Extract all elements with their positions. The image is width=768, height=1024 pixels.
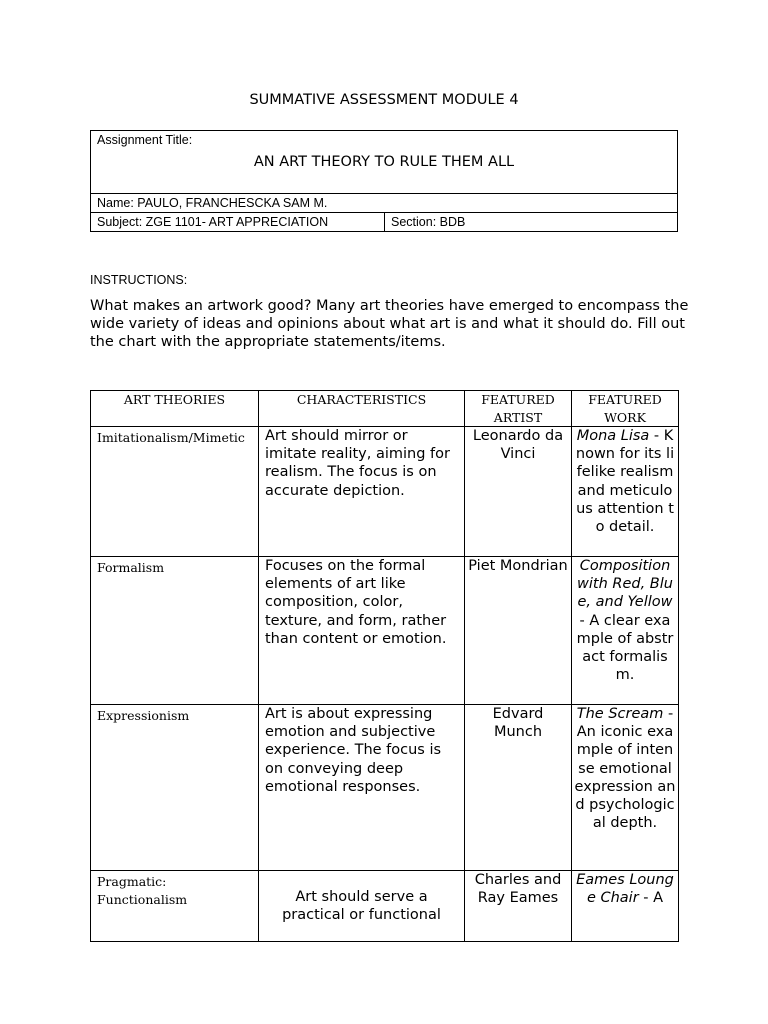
- table-header-row: [91, 391, 679, 427]
- characteristics-cell: Art is about expressing emotion and subjective experience. The focus is on conveying deep emotional responses.: [259, 705, 465, 871]
- work-title: Composition with Red, Blue, and Yellow: [577, 558, 673, 611]
- theory-cell: Formalism: [91, 557, 259, 705]
- artist-cell: Charles and Ray Eames: [465, 871, 572, 942]
- artist-cell: Leonardo da Vinci: [465, 427, 572, 557]
- work-description: - A clear example of abstract formalism.: [576, 612, 674, 684]
- theory-cell: Expressionism: [91, 705, 259, 871]
- table-row: [91, 557, 679, 705]
- artist-cell: Edvard Munch: [465, 705, 572, 871]
- work-description: - A: [638, 890, 664, 907]
- theory-cell: Pragmatic: Functionalism: [91, 871, 259, 942]
- subject-field: Subject: ZGE 1101- ART APPRECIATION: [91, 213, 385, 232]
- work-description: - Known for its lifelike realism and meticulous attention to detail.: [575, 428, 675, 536]
- instructions-label: INSTRUCTIONS:: [90, 273, 188, 287]
- assignment-title-label: Assignment Title:: [97, 133, 193, 147]
- assignment-title-cell: [91, 131, 678, 194]
- assignment-title-value: AN ART THEORY TO RULE THEM ALL: [253, 154, 515, 170]
- work-cell: [572, 427, 679, 557]
- work-cell: [572, 557, 679, 705]
- characteristics-cell: Focuses on the formal elements of art like composition, color, texture, and form, rather than content or emotion.: [259, 557, 465, 705]
- work-title: The Scream: [576, 706, 664, 722]
- section-field: Section: BDB: [385, 213, 678, 232]
- header-featured-work: FEATURED WORK: [572, 391, 679, 427]
- header-characteristics: CHARACTERISTICS: [259, 391, 465, 427]
- work-title: Eames Lounge Chair: [576, 872, 674, 907]
- assignment-info-table: [90, 130, 678, 232]
- artist-cell: Piet Mondrian: [465, 557, 572, 705]
- art-theories-table: [90, 390, 679, 942]
- header-featured-artist: FEATURED ARTIST: [465, 391, 572, 427]
- theory-cell: Imitationalism/Mimetic: [91, 427, 259, 557]
- page-title: SUMMATIVE ASSESSMENT MODULE 4: [249, 92, 519, 108]
- student-name: Name: PAULO, FRANCHESCKA SAM M.: [91, 194, 678, 213]
- table-row: [91, 871, 679, 942]
- instructions-text: What makes an artwork good? Many art theories have emerged to encompass the wide variety of ideas and opinions about what art is and what it should do. Fill out the chart with the appropriate statements/items.: [90, 298, 689, 351]
- characteristics-cell: Art should serve a practical or functional: [259, 871, 465, 942]
- work-description: - An iconic example of intense emotional expression and psychological depth.: [574, 706, 676, 832]
- table-row: [91, 705, 679, 871]
- header-art-theories: ART THEORIES: [91, 391, 259, 427]
- table-row: [91, 427, 679, 557]
- work-title: Mona Lisa: [576, 428, 650, 444]
- work-cell: [572, 705, 679, 871]
- work-cell: [572, 871, 679, 942]
- characteristics-cell: Art should mirror or imitate reality, aiming for realism. The focus is on accurate depiction.: [259, 427, 465, 557]
